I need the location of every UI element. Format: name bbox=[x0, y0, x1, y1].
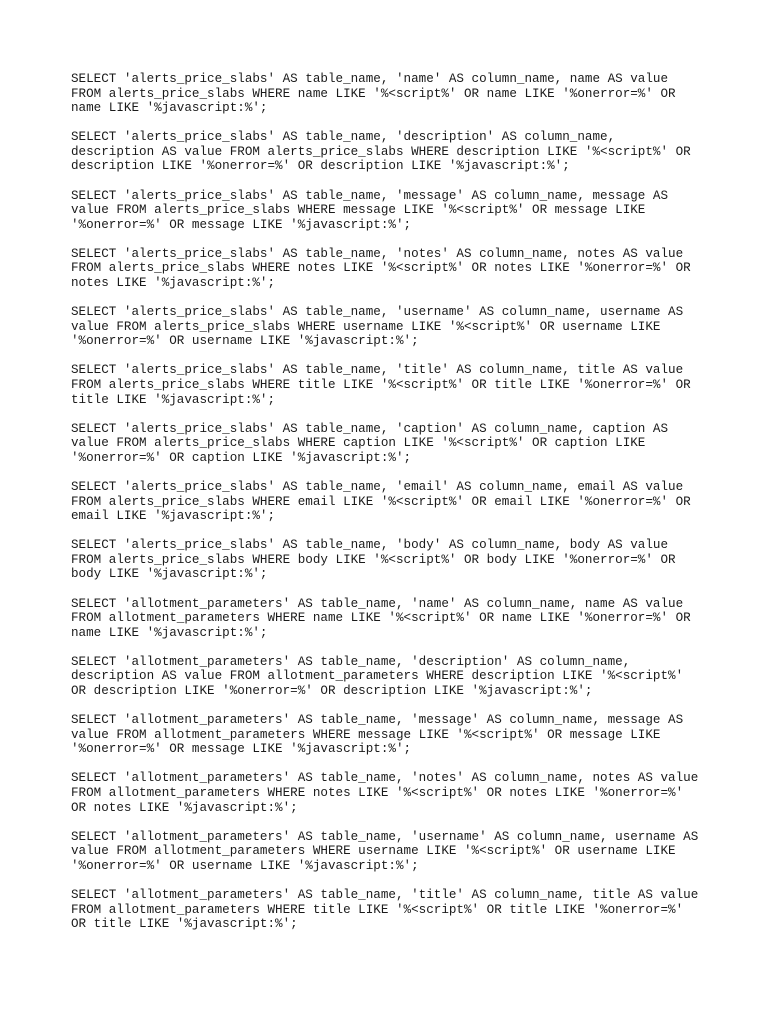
sql-statement bbox=[71, 538, 711, 582]
statement-line: name LIKE '%javascript:%'; bbox=[71, 625, 268, 640]
statement-line: SELECT 'allotment_parameters' AS table_name, 'title' AS column_name, title AS value bbox=[71, 887, 699, 902]
sql-statement bbox=[71, 422, 711, 466]
sql-statement bbox=[71, 72, 711, 116]
statement-line: SELECT 'allotment_parameters' AS table_name, 'name' AS column_name, name AS value bbox=[71, 596, 684, 611]
statement-line: FROM alerts_price_slabs WHERE email LIKE '%<script%' OR email LIKE '%onerror=%' OR bbox=[71, 494, 691, 509]
statement-line: title LIKE '%javascript:%'; bbox=[71, 392, 276, 407]
statement-line: OR notes LIKE '%javascript:%'; bbox=[71, 800, 298, 815]
statement-line: notes LIKE '%javascript:%'; bbox=[71, 276, 276, 291]
statement-line: FROM alerts_price_slabs WHERE body LIKE '%<script%' OR body LIKE '%onerror=%' OR bbox=[71, 552, 676, 567]
statement-line: '%onerror=%' OR username LIKE '%javascript:%'; bbox=[71, 334, 419, 349]
statement-line: SELECT 'alerts_price_slabs' AS table_name, 'email' AS column_name, email AS value bbox=[71, 479, 684, 494]
statement-line: description LIKE '%onerror=%' OR description LIKE '%javascript:%'; bbox=[71, 159, 570, 174]
statement-line: value FROM alerts_price_slabs WHERE caption LIKE '%<script%' OR caption LIKE bbox=[71, 436, 646, 451]
sql-statement bbox=[71, 830, 711, 874]
statement-line: OR description LIKE '%onerror=%' OR description LIKE '%javascript:%'; bbox=[71, 684, 593, 698]
statement-line: value FROM alerts_price_slabs WHERE username LIKE '%<script%' OR username LIKE bbox=[71, 319, 661, 334]
statement-line: body LIKE '%javascript:%'; bbox=[71, 567, 268, 582]
statement-line: FROM allotment_parameters WHERE notes LIKE '%<script%' OR notes LIKE '%onerror=%' bbox=[71, 785, 684, 800]
sql-statement bbox=[71, 130, 711, 174]
sql-statement bbox=[71, 305, 711, 349]
statement-line: SELECT 'alerts_price_slabs' AS table_name, 'body' AS column_name, body AS value bbox=[71, 538, 669, 553]
statement-line: SELECT 'alerts_price_slabs' AS table_name, 'message' AS column_name, message AS bbox=[71, 188, 669, 203]
statement-line: SELECT 'allotment_parameters' AS table_name, 'notes' AS column_name, notes AS value bbox=[71, 771, 699, 786]
statement-line: FROM alerts_price_slabs WHERE title LIKE '%<script%' OR title LIKE '%onerror=%' OR bbox=[71, 378, 691, 392]
statement-line: SELECT 'alerts_price_slabs' AS table_name, 'notes' AS column_name, notes AS value bbox=[71, 246, 684, 261]
statement-line: SELECT 'alerts_price_slabs' AS table_name, 'title' AS column_name, title AS value bbox=[71, 363, 684, 378]
statement-line: SELECT 'alerts_price_slabs' AS table_name, 'caption' AS column_name, caption AS bbox=[71, 421, 669, 436]
sql-statement bbox=[71, 480, 711, 524]
sql-statement bbox=[71, 655, 711, 699]
sql-statement bbox=[71, 713, 711, 757]
statement-line: SELECT 'allotment_parameters' AS table_name, 'description' AS column_name, bbox=[71, 654, 631, 669]
statement-line: value FROM allotment_parameters WHERE username LIKE '%<script%' OR username LIKE bbox=[71, 844, 676, 859]
sql-statement bbox=[71, 771, 711, 815]
sql-statement-list bbox=[71, 72, 711, 946]
statement-line: name LIKE '%javascript:%'; bbox=[71, 101, 268, 116]
statement-line: FROM allotment_parameters WHERE title LIKE '%<script%' OR title LIKE '%onerror=%' bbox=[71, 902, 684, 917]
statement-line: SELECT 'alerts_price_slabs' AS table_name, 'name' AS column_name, name AS value bbox=[71, 72, 669, 86]
statement-line: email LIKE '%javascript:%'; bbox=[71, 509, 276, 524]
sql-statement bbox=[71, 363, 711, 407]
statement-line: OR title LIKE '%javascript:%'; bbox=[71, 917, 298, 932]
statement-line: SELECT 'allotment_parameters' AS table_name, 'username' AS column_name, username AS bbox=[71, 829, 699, 844]
statement-line: SELECT 'alerts_price_slabs' AS table_name, 'username' AS column_name, username AS bbox=[71, 305, 684, 320]
statement-line: SELECT 'allotment_parameters' AS table_name, 'message' AS column_name, message AS bbox=[71, 713, 684, 728]
statement-line: FROM allotment_parameters WHERE name LIKE '%<script%' OR name LIKE '%onerror=%' OR bbox=[71, 611, 691, 626]
statement-line: SELECT 'alerts_price_slabs' AS table_name, 'description' AS column_name, bbox=[71, 130, 616, 145]
sql-statement bbox=[71, 189, 711, 233]
statement-line: description AS value FROM allotment_parameters WHERE description LIKE '%<script%' bbox=[71, 669, 684, 684]
statement-line: value FROM allotment_parameters WHERE message LIKE '%<script%' OR message LIKE bbox=[71, 727, 661, 742]
statement-line: description AS value FROM alerts_price_slabs WHERE description LIKE '%<script%' OR bbox=[71, 144, 691, 159]
sql-statement bbox=[71, 247, 711, 291]
sql-statement bbox=[71, 888, 711, 932]
statement-line: value FROM alerts_price_slabs WHERE message LIKE '%<script%' OR message LIKE bbox=[71, 203, 646, 218]
sql-statement bbox=[71, 597, 711, 641]
statement-line: '%onerror=%' OR caption LIKE '%javascript:%'; bbox=[71, 450, 412, 465]
statement-line: '%onerror=%' OR message LIKE '%javascript:%'; bbox=[71, 217, 412, 232]
statement-line: '%onerror=%' OR username LIKE '%javascript:%'; bbox=[71, 858, 419, 873]
statement-line: FROM alerts_price_slabs WHERE name LIKE '%<script%' OR name LIKE '%onerror=%' OR bbox=[71, 86, 676, 101]
statement-line: '%onerror=%' OR message LIKE '%javascript:%'; bbox=[71, 742, 412, 757]
statement-line: FROM alerts_price_slabs WHERE notes LIKE '%<script%' OR notes LIKE '%onerror=%' OR bbox=[71, 261, 691, 276]
